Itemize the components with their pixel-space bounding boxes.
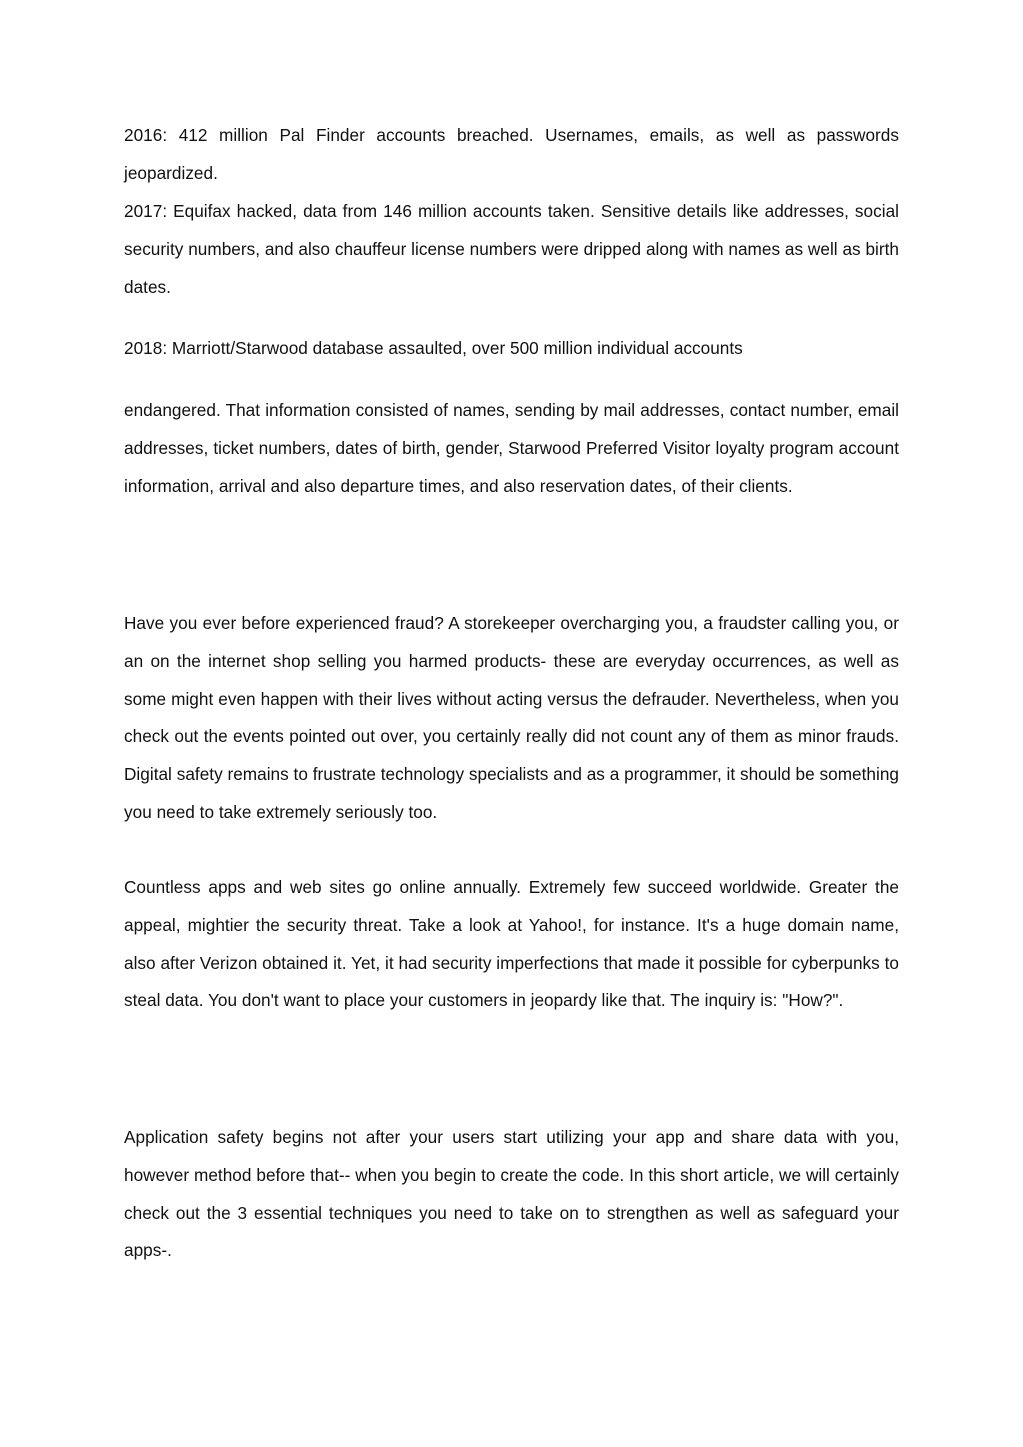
paragraph-2018-marriott: 2018: Marriott/Starwood database assaulted, over 500 million individual accounts [124, 338, 743, 358]
paragraph-fraud: Have you ever before experienced fraud? A storekeeper overcharging you, a fraudster calling you, or an on the internet shop selling you harmed products- these are everyday occurrences, as well as some might even happen with their lives without acting versus the defrauder. Nevertheless, when you check out the events pointed out over, you certainly really did not count any of them as minor frauds. Digital safety remains to frustrate technology specialists and as a programmer, it should be something you need to take extremely seriously too. [124, 613, 899, 822]
paragraph-marriott-details: endangered. That information consisted of names, sending by mail addresses, contact number, email addresses, ticket numbers, dates of birth, gender, Starwood Preferred Visitor loyalty program account information, arrival and also departure times, and also reservation dates, of their clients. [124, 400, 899, 496]
paragraph-application-safety: Application safety begins not after your users start utilizing your app and share data with you, however method before that-- when you begin to create the code. In this short article, we will certainly check out the 3 essential techniques you need to take on to strengthen as well as safeguard your apps-. [124, 1127, 899, 1261]
paragraph-2016-breach: 2016: 412 million Pal Finder accounts breached. Usernames, emails, as well as passwords jeopardized. [124, 125, 899, 183]
paragraph-apps-security: Countless apps and web sites go online annually. Extremely few succeed worldwide. Greater the appeal, mightier the security threat. Take a look at Yahoo!, for instance. It's a huge domain name, also after Verizon obtained it. Yet, it had security imperfections that made it possible for cyberpunks to steal data. You don't want to place your customers in jeopardy like that. The inquiry is: "How?". [124, 877, 899, 1011]
paragraph-2017-equifax: 2017: Equifax hacked, data from 146 million accounts taken. Sensitive details like addresses, social security numbers, and also chauffeur license numbers were dripped along with names as well as birth dates. [124, 201, 899, 297]
